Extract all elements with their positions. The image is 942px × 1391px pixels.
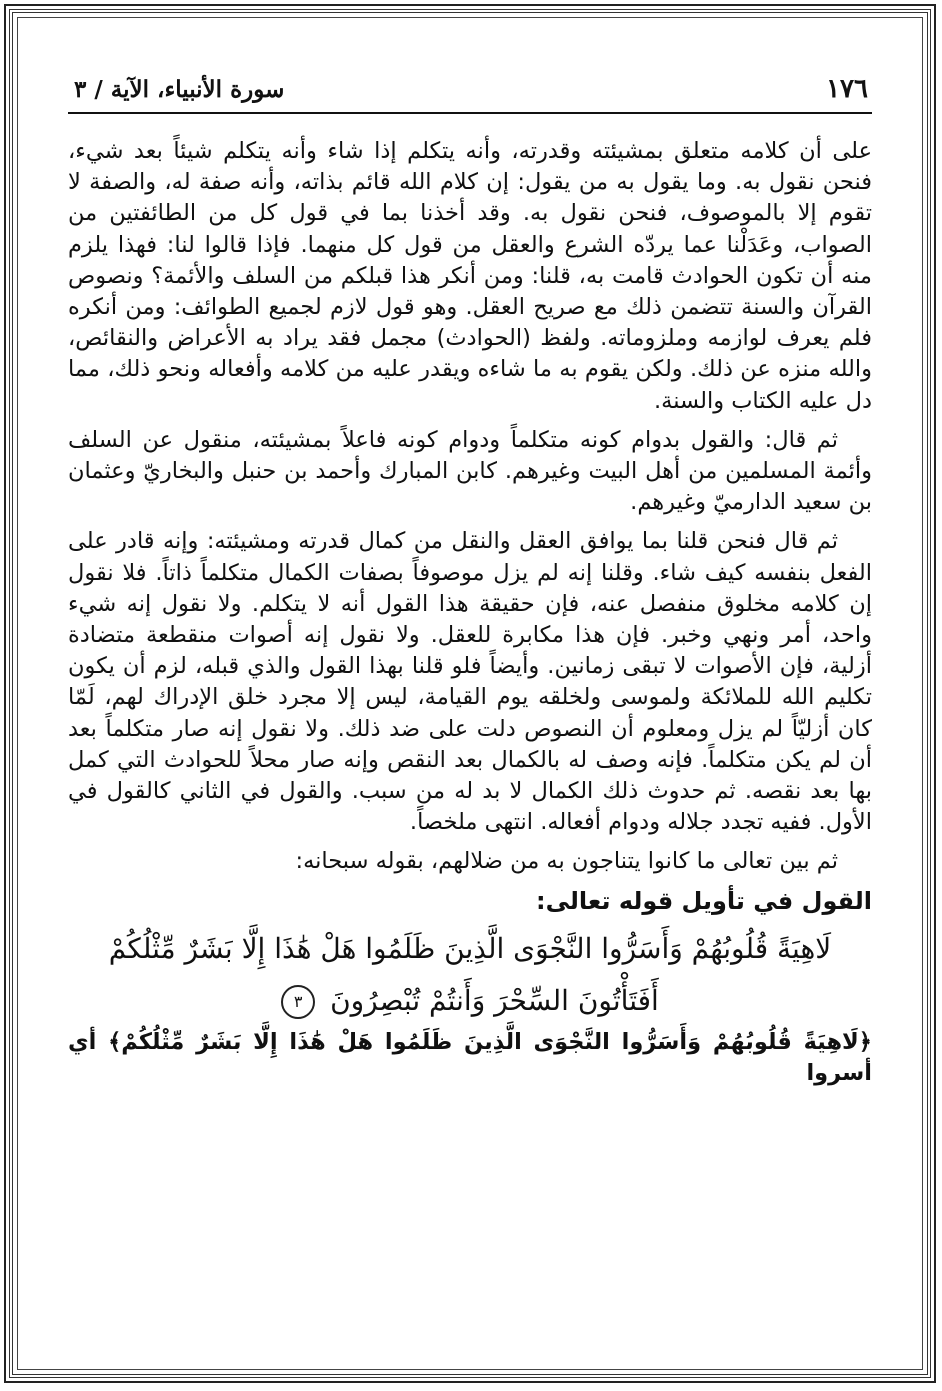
paragraph-1: على أن كلامه متعلق بمشيئته وقدرته، وأنه يتكلم إذا شاء وأنه يتكلم شيئاً بعد شيء، فنحن نقول به. وما يقول به من يقول: إن كلام الله قائم بذاته، وأنه صفة له، والصفة لا تقوم إلا بالموصوف، فنحن نقول به. وقد أخذنا بما في قول كل من الطائفتين من الصواب، وعَدَلْنا عما يردّه الشرع والعقل من قول كل منهما. فإذا قالوا لنا: فهذا يلزم منه أن تكون الحوادث قامت به، قلنا: ومن أنكر هذا قبلكم من السلف والأئمة؟ ونصوص القرآن والسنة تتضمن ذلك مع صريح العقل. وهو قول لازم لجميع الطوائف: ومن أنكره فلم يعرف لوازمه وملزوماته. ولفظ (الحوادث) مجمل فقد يراد به الأعراض والنقائص، والله منزه عن ذلك. ولكن يقوم به ما شاءه ويقدر عليه من كلامه وأفعاله ونحو ذلك، مما دل عليه الكتاب والسنة. — [68, 138, 872, 414]
page-header — [68, 72, 872, 114]
paragraph-4: ثم بين تعالى ما كانوا يتناجون به من ضلالهم، بقوله سبحانه: — [295, 848, 838, 875]
quran-verse-text: لَاهِيَةً قُلُوبُهُمْ وَأَسَرُّوا النَّجْوَى الَّذِينَ ظَلَمُوا هَلْ هَٰذَا إِلَّا بَشَرٌ مِّثْلُكُمْ أَفَتَأْتُونَ السِّحْرَ وَأَنتُمْ تُبْصِرُونَ — [108, 931, 832, 1017]
page-body — [68, 136, 872, 1097]
book-page — [68, 62, 872, 1362]
paragraph-3: ثم قال فنحن قلنا بما يوافق العقل والنقل من كمال قدرته ومشيئته: وإنه قادر على الفعل بنفسه كيف شاء. وقلنا إنه لم يزل موصوفاً بصفات الكمال متكلماً ذاتاً. فلا نقول إن كلامه مخلوق منفصل عنه، فإن حقيقة هذا القول أنه لا يتكلم. ولا نقول إنه شيء واحد، أمر ونهي وخبر. فإن هذا مكابرة للعقل. ولا نقول إنه أصوات منقطعة متضادة أزلية، فإن الأصوات لا تبقى زمانين. وأيضاً فلو قلنا بهذا القول والذي قبله، لزم أن يكون تكليم الله للملائكة ولموسى ولخلقه يوم القيامة، ليس إلا مجرد خلق الإدراك لهم، لَمّا كان أزليّاً لم يزل ومعلوم أن النصوص دلت على ضد ذلك. ولا نقول إنه صار متكلماً بعد أن لم يكن متكلماً. فإنه وصف له بالكمال بعد النقص وإنه صار محلاً للحوادث التي كمل بها بعد نقصه. ثم حدوث ذلك الكمال لا بد له من سبب. والقول في الثاني كالقول في الأول. ففيه تجدد جلاله ودوام أفعاله. انتهى ملخصاً. — [68, 528, 872, 836]
section-heading: القول في تأويل قوله تعالى: — [536, 886, 872, 915]
commentary-tail: أي أسروا — [68, 1028, 872, 1087]
paragraph-2: ثم قال: والقول بدوام كونه متكلماً ودوام كونه فاعلاً بمشيئته، منقول عن السلف وأئمة المسلمين من أهل البيت وغيرهم. كابن المبارك وأحمد بن حنبل والبخاريّ وعثمان بن سعيد الدارميّ وغيرهم. — [68, 426, 872, 516]
quran-verse — [68, 923, 872, 1027]
commentary-quote: ﴿لَاهِيَةً قُلُوبُهُمْ وَأَسَرُّوا النَّجْوَى الَّذِينَ ظَلَمُوا هَلْ هَٰذَا إِلَّا بَشَرٌ مِّثْلُكُمْ﴾ — [108, 1028, 872, 1055]
ayah-number-marker: ٣ — [281, 985, 315, 1019]
commentary-line — [68, 1027, 872, 1089]
running-title: سورة الأنبياء، الآية / ٣ — [74, 76, 285, 103]
page-number: ١٧٦ — [826, 74, 868, 104]
